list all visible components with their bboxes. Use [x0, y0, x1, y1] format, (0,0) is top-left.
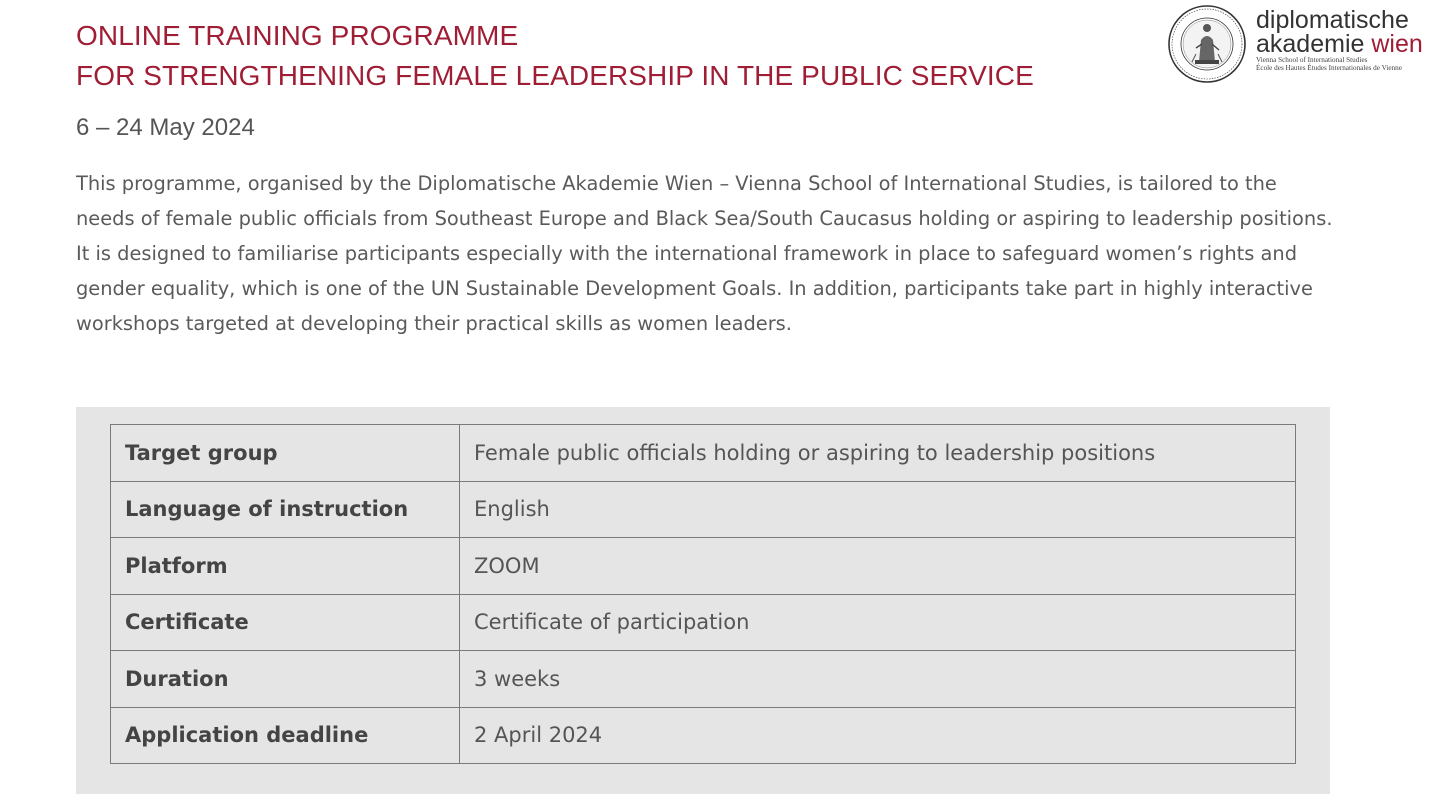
logo-word-akademie: akademie: [1256, 30, 1365, 58]
detail-label-duration: Duration: [111, 651, 460, 708]
logo-word-line2: [1256, 32, 1428, 56]
table-row: [111, 651, 1296, 708]
table-row: [111, 594, 1296, 651]
detail-value-target-group: Female public officials holding or aspiring to leadership positions: [460, 425, 1296, 482]
detail-value-application-deadline: 2 April 2024: [460, 707, 1296, 764]
detail-value-platform: ZOOM: [460, 538, 1296, 595]
programme-dates: 6 – 24 May 2024: [76, 114, 255, 141]
detail-value-language: English: [460, 481, 1296, 538]
table-row: [111, 425, 1296, 482]
detail-label-target-group: Target group: [111, 425, 460, 482]
logo-word-wien: wien: [1371, 30, 1423, 58]
intro-paragraph: This programme, organised by the Diplomatische Akademie Wien – Vienna School of International Studies, is tailored to the needs of female public officials from Southeast Europe and Black Sea/South Caucasus holding or aspiring to leadership positions. It is designed to familiarise participants especially with the international framework in place to safeguard women’s rights and gender equality, which is one of the UN Sustainable Development Goals. In addition, participants take part in highly interactive workshops targeted at developing their practical skills as women leaders.: [76, 172, 1333, 335]
diplomatische-akademie-logo: [1166, 4, 1428, 84]
logo-subtitle-fr: École des Hautes Études Internationales de Vienne: [1256, 64, 1402, 72]
logo-word-diplomatische: diplomatische: [1256, 6, 1409, 34]
academy-seal-icon: [1166, 4, 1248, 84]
detail-label-certificate: Certificate: [111, 594, 460, 651]
programme-details-table: [110, 424, 1296, 764]
table-row: [111, 707, 1296, 764]
detail-label-platform: Platform: [111, 538, 460, 595]
table-row: [111, 538, 1296, 595]
page-title: [76, 16, 1034, 96]
title-line-2: FOR STRENGTHENING FEMALE LEADERSHIP IN THE PUBLIC SERVICE: [76, 60, 1034, 91]
title-line-1: ONLINE TRAINING PROGRAMME: [76, 20, 519, 51]
table-row: [111, 481, 1296, 538]
detail-value-certificate: Certificate of participation: [460, 594, 1296, 651]
logo-subtitle-en: Vienna School of International Studies: [1256, 56, 1368, 64]
logo-wordmark: [1256, 8, 1428, 72]
detail-label-application-deadline: Application deadline: [111, 707, 460, 764]
programme-details-panel: [76, 407, 1330, 794]
detail-label-language: Language of instruction: [111, 481, 460, 538]
detail-value-duration: 3 weeks: [460, 651, 1296, 708]
